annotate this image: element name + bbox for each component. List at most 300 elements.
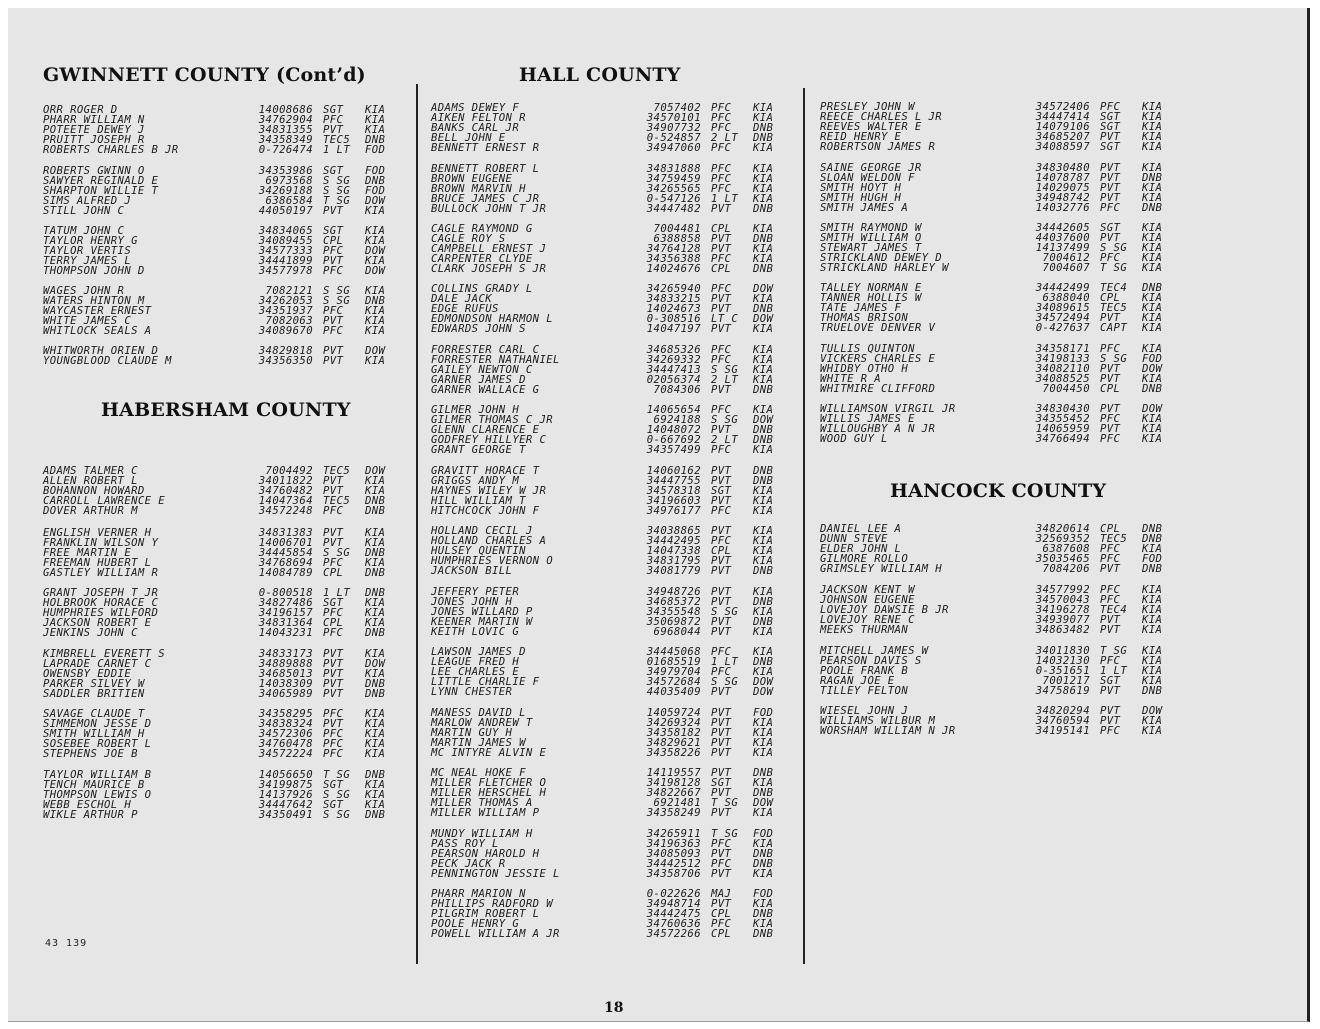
rank: PVT [711, 293, 732, 306]
casualty-status: FOD [365, 144, 386, 157]
casualty-status: DNB [753, 203, 774, 216]
casualty-status: DNB [365, 769, 386, 781]
serial-number: 34822667 [646, 787, 701, 800]
serial-number: 34089615 [1035, 302, 1090, 315]
serial-number: 14048072 [646, 424, 701, 437]
casualty-status: KIA [365, 315, 386, 328]
serial-number: 34196278 [1035, 604, 1090, 617]
casualty-status: KIA [365, 718, 386, 731]
soldier-name: TALLEY NORMAN E [820, 282, 922, 294]
soldier-name: STILL JOHN C [43, 205, 125, 218]
casualty-status: KIA [1142, 423, 1163, 436]
casualty-status: DNB [753, 848, 774, 861]
casualty-row [43, 206, 418, 216]
soldier-name: REECE CHARLES L JR [820, 111, 943, 124]
casualty-status: DNB [753, 303, 774, 316]
soldier-name: SAWYER REGINALD E [43, 175, 159, 188]
rank: PFC [711, 112, 732, 125]
soldier-name: POOLE HENRY G [431, 918, 520, 931]
rank: PFC [711, 344, 732, 356]
soldier-name: JACKSON BILL [431, 565, 513, 578]
rank: CPL [1100, 523, 1121, 535]
casualty-status: DNB [365, 295, 386, 308]
serial-number: 34358295 [258, 708, 313, 720]
casualty-row [43, 326, 418, 336]
rank: CPL [1100, 383, 1121, 396]
casualty-status: KIA [753, 555, 774, 568]
casualty-status: KIA [365, 325, 386, 338]
rank: SGT [323, 779, 344, 792]
rank: S SG [323, 295, 351, 308]
casualty-row [431, 506, 806, 516]
serial-number: 7082063 [265, 315, 313, 328]
document-code: 43 139 [45, 938, 88, 949]
soldier-name: DOVER ARTHUR M [43, 505, 138, 518]
serial-number: 7004450 [1042, 383, 1090, 396]
rank: SGT [711, 777, 732, 790]
rank: PFC [711, 918, 732, 931]
serial-number: 14079106 [1035, 121, 1090, 134]
casualty-status: DNB [753, 434, 774, 447]
soldier-name: WORSHAM WILLIAM N JR [820, 725, 956, 738]
soldier-name: MC INTYRE ALVIN E [431, 747, 547, 760]
serial-number: 14137926 [258, 789, 313, 802]
serial-number: 34768694 [258, 557, 313, 570]
casualty-status: DNB [753, 263, 774, 276]
serial-number: 34766494 [1035, 433, 1090, 446]
rank: PVT [711, 525, 732, 537]
casualty-status: DOW [365, 195, 386, 208]
soldier-name: LEE CHARLES E [431, 666, 520, 679]
serial-number: 0-022626 [646, 888, 701, 900]
soldier-name: FORRESTER NATHANIEL [431, 354, 560, 367]
casualty-status: FOD [365, 165, 386, 177]
rank: PVT [1100, 403, 1121, 415]
rank: PFC [711, 646, 732, 658]
serial-number: 6388040 [1042, 292, 1090, 305]
casualty-status: DOW [753, 414, 774, 427]
serial-number: 34269188 [258, 185, 313, 198]
serial-number: 34356350 [258, 355, 313, 368]
soldier-name: EDGE RUFUS [431, 303, 499, 316]
casualty-status: KIA [1142, 665, 1163, 678]
serial-number: 34196603 [646, 495, 701, 508]
serial-number: 34269332 [646, 354, 701, 367]
serial-number: 34089670 [258, 325, 313, 338]
rank: PVT [711, 737, 732, 750]
soldier-name: HUMPHRIES WILFORD [43, 607, 159, 620]
soldier-name: SIMS ALFRED J [43, 195, 132, 208]
rank: SGT [323, 165, 344, 177]
serial-number: 34065989 [258, 688, 313, 701]
rank: S SG [323, 285, 351, 297]
rank: PFC [323, 245, 344, 258]
casualty-status: KIA [753, 737, 774, 750]
casualty-status: KIA [1142, 614, 1163, 627]
soldier-name: GODFREY HILLYER C [431, 434, 547, 447]
serial-number: 14043231 [258, 627, 313, 640]
rank: CPL [711, 908, 732, 921]
serial-number: 14119557 [646, 767, 701, 779]
casualty-status: DNB [753, 858, 774, 871]
rank: CPL [323, 617, 344, 630]
serial-number: 34085093 [646, 848, 701, 861]
casualty-row [820, 564, 1195, 574]
rank: S SG [323, 809, 351, 822]
casualty-status: DNB [753, 928, 774, 941]
soldier-name: GRIMSLEY WILLIAM H [820, 563, 943, 576]
serial-number: 34948714 [646, 898, 701, 911]
casualty-status: KIA [365, 607, 386, 620]
soldier-name: GLENN CLARENCE E [431, 424, 540, 437]
casualty-row [43, 568, 418, 578]
rank: PFC [323, 708, 344, 720]
document-page [8, 8, 1310, 1022]
serial-number: 34572306 [258, 728, 313, 741]
serial-number: 34577992 [1035, 584, 1090, 596]
serial-number: 34350491 [258, 809, 313, 822]
casualty-status: KIA [753, 354, 774, 367]
soldier-name: ROBERTSON JAMES R [820, 141, 936, 154]
casualty-status: DNB [365, 505, 386, 518]
soldier-name: POWELL WILLIAM A JR [431, 928, 560, 941]
casualty-status: DOW [753, 283, 774, 295]
rank: T SG [711, 797, 739, 810]
rank: PFC [711, 404, 732, 416]
casualty-status: KIA [753, 868, 774, 881]
rank: PFC [323, 607, 344, 620]
serial-number: 34082110 [1035, 363, 1090, 376]
rank: PVT [323, 678, 344, 691]
county-heading: HANCOCK COUNTY [890, 480, 1107, 502]
serial-number: 34831888 [646, 163, 701, 175]
soldier-name: CARPENTER CLYDE [431, 253, 533, 266]
soldier-name: JEFFERY PETER [431, 586, 520, 598]
rank: PVT [323, 668, 344, 681]
serial-number: 34355452 [1035, 413, 1090, 426]
casualty-status: KIA [365, 738, 386, 751]
soldier-name: WILLIS JAMES E [820, 413, 915, 426]
soldier-name: WHITE JAMES C [43, 315, 132, 328]
casualty-status: DNB [753, 565, 774, 578]
soldier-name: POTEETE DEWEY J [43, 124, 145, 137]
soldier-name: HILL WILLIAM T [431, 495, 526, 508]
casualty-status: KIA [365, 617, 386, 630]
rank: PVT [1100, 624, 1121, 637]
rank: PVT [1100, 192, 1121, 205]
soldier-name: REID HENRY E [820, 131, 902, 144]
soldier-name: SOSEBEE ROBERT L [43, 738, 152, 751]
serial-number: 34447482 [646, 203, 701, 216]
casualty-status: DNB [1142, 563, 1163, 576]
county-heading: GWINNETT COUNTY (Cont’d) [43, 64, 366, 86]
soldier-name: GAILEY NEWTON C [431, 364, 533, 377]
serial-number: 34081779 [646, 565, 701, 578]
casualty-status: KIA [365, 648, 386, 660]
soldier-name: ADAMS DEWEY F [431, 102, 520, 114]
serial-number: 6921481 [653, 797, 701, 810]
rank: MAJ [711, 888, 732, 900]
casualty-status: KIA [365, 205, 386, 218]
soldier-name: KIMBRELL EVERETT S [43, 648, 166, 660]
soldier-name: REEVES WALTER E [820, 121, 922, 134]
casualty-status: KIA [753, 777, 774, 790]
serial-number: 6386584 [265, 195, 313, 208]
rank: PVT [711, 848, 732, 861]
casualty-status: KIA [1142, 111, 1163, 124]
serial-number: 14060162 [646, 465, 701, 477]
soldier-name: LYNN CHESTER [431, 686, 513, 699]
casualty-status: DNB [365, 567, 386, 580]
rank: PVT [1100, 172, 1121, 185]
soldier-name: AIKEN FELTON R [431, 112, 526, 125]
casualty-row [820, 263, 1195, 273]
casualty-status: FOD [753, 707, 774, 719]
rank: PVT [711, 565, 732, 578]
casualty-status: DNB [753, 596, 774, 609]
casualty-row [431, 385, 806, 395]
casualty-status: DNB [365, 688, 386, 701]
rank: 1 LT [323, 144, 351, 157]
soldier-name: DALE JACK [431, 293, 493, 306]
rank: T SG [323, 769, 351, 781]
casualty-status: KIA [1142, 604, 1163, 617]
serial-number: 7084206 [1042, 563, 1090, 576]
casualty-row [43, 266, 418, 276]
casualty-row [431, 748, 806, 758]
serial-number: 34011822 [258, 475, 313, 488]
casualty-status: KIA [1142, 182, 1163, 195]
rank: S SG [711, 676, 739, 689]
serial-number: 14024673 [646, 303, 701, 316]
serial-number: 34262053 [258, 295, 313, 308]
soldier-name: HOLLAND CHARLES A [431, 535, 547, 548]
serial-number: 34570101 [646, 112, 701, 125]
soldier-name: CARROLL LAWRENCE E [43, 495, 166, 508]
casualty-status: DNB [753, 132, 774, 145]
soldier-name: SLOAN WELDON F [820, 172, 915, 185]
casualty-status: KIA [365, 668, 386, 681]
soldier-name: TATUM JOHN C [43, 225, 125, 237]
serial-number: 34199875 [258, 779, 313, 792]
soldier-name: MILLER THOMAS A [431, 797, 533, 810]
rank: PVT [1100, 363, 1121, 376]
casualty-status: KIA [365, 728, 386, 741]
rank: PFC [323, 748, 344, 761]
casualty-status: KIA [365, 779, 386, 792]
rank: PVT [323, 205, 344, 218]
serial-number: 34831383 [258, 527, 313, 539]
rank: LT C [711, 313, 739, 326]
soldier-name: WEBB ESCHOL H [43, 799, 132, 812]
soldier-name: ADAMS TALMER C [43, 465, 138, 477]
rank: SGT [323, 799, 344, 812]
soldier-name: PEARSON HAROLD H [431, 848, 540, 861]
casualty-status: KIA [1142, 543, 1163, 556]
casualty-row [43, 628, 418, 638]
serial-number: 34764128 [646, 243, 701, 256]
rank: PFC [323, 305, 344, 318]
serial-number: 34196363 [646, 838, 701, 851]
soldier-name: TATE JAMES F [820, 302, 902, 315]
rank: TEC4 [1100, 604, 1128, 617]
casualty-status: KIA [753, 898, 774, 911]
casualty-status: DNB [365, 627, 386, 640]
serial-number: 34829818 [258, 345, 313, 357]
serial-number: 14056650 [258, 769, 313, 781]
casualty-status: DNB [365, 809, 386, 822]
serial-number: 34358706 [646, 868, 701, 881]
rank: TEC5 [323, 465, 351, 477]
serial-number: 34441899 [258, 255, 313, 268]
rank: CAPT [1100, 322, 1128, 335]
rank: PFC [711, 122, 732, 135]
soldier-name: ELDER JOHN L [820, 543, 902, 556]
casualty-row [431, 445, 806, 455]
soldier-name: WHITE R A [820, 373, 882, 386]
casualty-status: KIA [1142, 222, 1163, 234]
soldier-name: COLLINS GRADY L [431, 283, 533, 295]
soldier-name: GILMORE ROLLO [820, 553, 909, 566]
serial-number: 7004492 [265, 465, 313, 477]
rank: PVT [1100, 685, 1121, 698]
serial-number: 34863482 [1035, 624, 1090, 637]
soldier-name: BENNETT ROBERT L [431, 163, 540, 175]
serial-number: 02056374 [646, 374, 701, 387]
serial-number: 34445068 [646, 646, 701, 658]
soldier-name: SMITH HOYT H [820, 182, 902, 195]
serial-number: 35035465 [1035, 553, 1090, 566]
rank: SGT [323, 104, 344, 116]
casualty-status: KIA [1142, 242, 1163, 255]
serial-number: 34355548 [646, 606, 701, 619]
casualty-status: KIA [365, 305, 386, 318]
rank: PFC [323, 728, 344, 741]
soldier-name: SAVAGE CLAUDE T [43, 708, 145, 720]
soldier-name: ROBERTS CHARLES B JR [43, 144, 179, 157]
rank: PFC [711, 283, 732, 295]
rank: PFC [711, 535, 732, 548]
rank: PFC [1100, 594, 1121, 607]
rank: PVT [711, 323, 732, 336]
casualty-row [431, 808, 806, 818]
soldier-name: MEEKS THURMAN [820, 624, 909, 637]
serial-number: 34907732 [646, 122, 701, 135]
soldier-name: THOMPSON JOHN D [43, 265, 145, 278]
rank: CPL [711, 263, 732, 276]
casualty-status: KIA [753, 485, 774, 498]
serial-number: 34760594 [1035, 715, 1090, 728]
soldier-name: VICKERS CHARLES E [820, 353, 936, 366]
rank: PVT [711, 767, 732, 779]
soldier-name: WHITMIRE CLIFFORD [820, 383, 936, 396]
soldier-name: PRUITT JOSEPH R [43, 134, 145, 147]
casualty-status: DOW [753, 797, 774, 810]
rank: PVT [711, 727, 732, 740]
soldier-name: SIMMEMON JESSE D [43, 718, 152, 731]
soldier-name: FREE MARTIN E [43, 547, 132, 560]
rank: PFC [1100, 584, 1121, 596]
serial-number: 32569352 [1035, 533, 1090, 546]
casualty-status: DOW [753, 686, 774, 699]
casualty-row [43, 689, 418, 699]
rank: PVT [711, 555, 732, 568]
serial-number: 34442495 [646, 535, 701, 548]
rank: 1 LT [711, 193, 739, 206]
serial-number: 7082121 [265, 285, 313, 297]
serial-number: 34578318 [646, 485, 701, 498]
casualty-status: DOW [1142, 705, 1163, 717]
rank: 2 LT [711, 434, 739, 447]
casualty-status: KIA [753, 606, 774, 619]
soldier-name: THOMPSON LEWIS O [43, 789, 152, 802]
soldier-name: MILLER FLETCHER O [431, 777, 547, 790]
soldier-name: TULLIS QUINTON [820, 343, 915, 355]
casualty-status: DNB [753, 424, 774, 437]
rank: SGT [1100, 675, 1121, 688]
casualty-status: DNB [1142, 533, 1163, 546]
soldier-name: LOVEJOY DAWSIE B JR [820, 604, 949, 617]
soldier-name: GILMER JOHN H [431, 404, 520, 416]
casualty-status: KIA [365, 124, 386, 137]
casualty-status: KIA [1142, 262, 1163, 275]
serial-number: 14008686 [258, 104, 313, 116]
serial-number: 34976177 [646, 505, 701, 518]
rank: TEC5 [1100, 302, 1128, 315]
rank: PVT [711, 747, 732, 760]
soldier-name: ROBERTS GWINN O [43, 165, 145, 177]
serial-number: 34356388 [646, 253, 701, 266]
rank: PVT [1100, 423, 1121, 436]
soldier-name: WAGES JOHN R [43, 285, 125, 297]
casualty-status: KIA [753, 495, 774, 508]
serial-number: 0-667692 [646, 434, 701, 447]
casualty-row [431, 204, 806, 214]
casualty-row [820, 142, 1195, 152]
soldier-name: WHIDBY OTHO H [820, 363, 909, 376]
casualty-status: KIA [753, 374, 774, 387]
serial-number: 34088525 [1035, 373, 1090, 386]
serial-number: 34833173 [258, 648, 313, 660]
casualty-row [431, 324, 806, 334]
rank: PVT [1100, 162, 1121, 174]
soldier-name: TRUELOVE DENVER V [820, 322, 936, 335]
casualty-status: KIA [753, 666, 774, 679]
rank: PFC [1100, 202, 1121, 215]
rank: PVT [711, 616, 732, 629]
rank: PVT [711, 717, 732, 730]
soldier-name: TANNER HOLLIS W [820, 292, 922, 305]
serial-number: 44037600 [1035, 232, 1090, 245]
casualty-status: KIA [753, 344, 774, 356]
casualty-status: DNB [753, 656, 774, 669]
rank: CPL [323, 235, 344, 248]
serial-number: 34830430 [1035, 403, 1090, 415]
serial-number: 34833215 [646, 293, 701, 306]
soldier-name: BULLOCK JOHN T JR [431, 203, 547, 216]
casualty-status: KIA [1142, 312, 1163, 325]
soldier-name: CLARK JOSEPH S JR [431, 263, 547, 276]
rank: PVT [323, 315, 344, 328]
casualty-status: DNB [365, 587, 386, 599]
serial-number: 34357499 [646, 444, 701, 457]
serial-number: 34577333 [258, 245, 313, 258]
rank: PVT [323, 255, 344, 268]
casualty-status: KIA [753, 717, 774, 730]
soldier-name: GARNER WALLACE G [431, 384, 540, 397]
casualty-status: KIA [1142, 322, 1163, 335]
casualty-status: KIA [365, 114, 386, 127]
